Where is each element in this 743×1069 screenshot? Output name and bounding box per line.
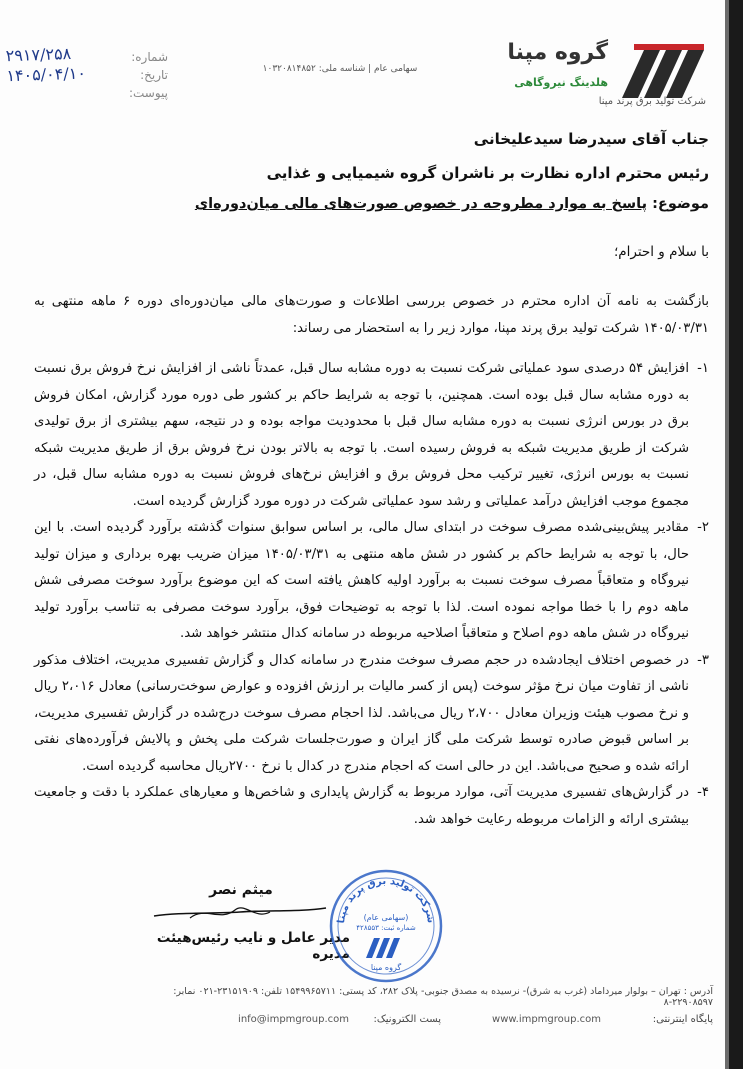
brand-subtitle: هلدینگ نیروگاهی (514, 76, 608, 89)
number-label: شماره: (131, 50, 168, 64)
list-item (34, 648, 709, 781)
email-label: پست الکترونیک: (373, 1014, 441, 1025)
company-name: شرکت تولید برق پرند مپنا (598, 96, 706, 107)
item-number: ۳- (697, 652, 709, 668)
addressee-block (189, 122, 709, 190)
email-link[interactable]: info@impmgroup.com (238, 1014, 349, 1025)
greeting: با سلام و احترام؛ (613, 244, 709, 260)
footer-address: آدرس : تهران – بولوار میرداماد (غرب به شرق)- نرسیده به مصدق جنوبی- پلاک ۲۸۲، کد پستی: ۱۵۴۹۹۶۵۷۱۱ تلفن: ۲۳۱۵۱۹۰۹-۰۲۱ نمابر: ۲۲۹۰۸۵۹۷-۸ (173, 986, 713, 1008)
registration-info: سهامی عام | شناسه ملی: ۱۰۳۲۰۸۱۴۸۵۲ (262, 64, 418, 74)
date-label: تاریخ: (140, 68, 168, 82)
stamp-type: (سهامی عام) (363, 913, 409, 922)
addressee-name: جناب آقای سیدرضا سیدعلیخانی (473, 130, 709, 148)
stamp-logo-text: گروه مپنا (370, 963, 402, 972)
item-text: در خصوص اختلاف ایجادشده در حجم مصرف سوخت مندرج در سامانه کدال و گزارش تفسیری مدیریت، اختلاف مذکور ناشی از تفاوت میان نرخ مؤثر سوخت (پس از کسر مالیات بر ارزش افزوده و عوارض سوخت‌رسانی) معادل ۲،۰۱۶ ریال و نرخ مصوب هیئت وزیران معادل ۲،۷۰۰ ریال می‌باشد. لذا احجام مصرف سوخت درج‌شده در گزارش تفسیری مدیریت، بر اساس قبوض صادره توسط شرکت ملی گاز ایران و صورت‌جلسات شرکت ملی پخش و پالایش فرآورده‌های نفتی ارائه شده و صحیح می‌باشد. این در حالی است که احجام مندرج در کدال با نرخ ۲۷۰۰ریال محاسبه گردیده است. (34, 652, 689, 774)
subject-line (189, 196, 709, 212)
stamp-company: شرکت تولید برق پرند مپنا (336, 875, 437, 925)
company-stamp (326, 866, 446, 986)
item-number: ۱- (697, 361, 709, 376)
handwritten-signature (150, 892, 330, 928)
website-link[interactable]: www.impmgroup.com (492, 1014, 601, 1025)
list-item (34, 356, 709, 515)
letter-meta-values (5, 42, 136, 87)
item-number: ۴- (697, 785, 709, 800)
item-number: ۲- (697, 520, 709, 535)
subject-text: پاسخ به موارد مطروحه در خصوص صورت‌های مالی میان‌دوره‌ای (194, 196, 648, 212)
signatory-title: مدیر عامل و نایب رئیس‌هیئت مدیره (156, 930, 350, 962)
subject-label: موضوع: (652, 196, 709, 212)
brand-name: گروه مپنا (507, 40, 608, 65)
footer-contacts (180, 1014, 713, 1028)
website-label: پایگاه اینترنتی: (652, 1014, 713, 1025)
items-list (34, 356, 709, 833)
attachment-label: پیوست: (128, 86, 168, 100)
item-text: مقادیر پیش‌بینی‌شده مصرف سوخت در ابتدای سال مالی، بر اساس سوابق سنوات گذشته برآورد گردیده است. با این حال، با توجه به شرایط حاکم بر کشور در شش ماهه منتهی به ۱۴۰۵/۰۳/۳۱ میزان ضریب بهره برداری و میزان تولید نیروگاه و متعاقباً مصرف سوخت نسبت به برآورد اولیه کاهش یافته است که این موضوع برآورد سوخت مصرفی شش ماهه دوم را با خطا مواجه نموده است. لذا با توجه به توضیحات فوق، برآورد سوخت مصرفی به تناسب برآورد تولید نیروگاه در شش ماهه دوم اصلاح و متعاقباً اصلاحیه مربوطه در سامانه کدال منتشر خواهد شد. (34, 520, 689, 641)
stamp-reg: شماره ثبت: ۴۲۸۵۵۳ (356, 924, 416, 932)
scan-edge (729, 0, 743, 1069)
signatory-name: میثم نصر (209, 882, 273, 898)
item-text: افزایش ۵۴ درصدی سود عملیاتی شرکت نسبت به دوره مشابه سال قبل، عمدتاً ناشی از افزایش نرخ فروش برق نسبت به دوره مشابه سال قبل بوده است. همچنین، با توجه به شرایط حاکم بر کشور طی دوره مورد گزارش، امکان فروش برق در بورس انرژی نسبت به دوره مشابه سال قبل با محدودیت مواجه بوده و در نتیجه، سهم بیشتری از برق تولیدی شرکت از طریق مدیریت شبکه به فروش رسیده است. با توجه به بالاتر بودن نرخ فروش برق از طریق مدیریت شبکه نسبت به بورس انرژی، تغییر ترکیب محل فروش برق و افزایش نرخ‌های فروش نسبت به دوره مشابه سال قبل، در مجموع موجب افزایش درآمد عملیاتی و رشد سود عملیاتی شرکت در دوره مورد گزارش گردیده است. (34, 361, 689, 509)
list-item (34, 515, 709, 648)
mapna-logo-icon (614, 40, 706, 98)
item-text: در گزارش‌های تفسیری مدیریت آتی، موارد مربوط به گزارش پایداری و شاخص‌ها و معیارهای عملکرد با دقت و جامعیت بیشتری ارائه و الزامات مربوطه رعایت خواهد شد. (34, 785, 689, 827)
letter-date: ۱۴۰۵/۰۴/۱۰ (6, 63, 87, 86)
list-item (34, 780, 709, 833)
letter-number: ۲۹۱۷/۲۵۸ (5, 43, 72, 66)
addressee-title: رئیس محترم اداره نظارت بر ناشران گروه شیمیایی و غذایی (266, 164, 709, 182)
intro-paragraph: بازگشت به نامه آن اداره محترم در خصوص بررسی اطلاعات و صورت‌های مالی میان‌دوره‌ای دوره ۶ ماهه منتهی به ۱۴۰۵/۰۳/۳۱ شرکت تولید برق پرند مپنا، موارد زیر را به استحضار می رساند: (34, 294, 709, 336)
